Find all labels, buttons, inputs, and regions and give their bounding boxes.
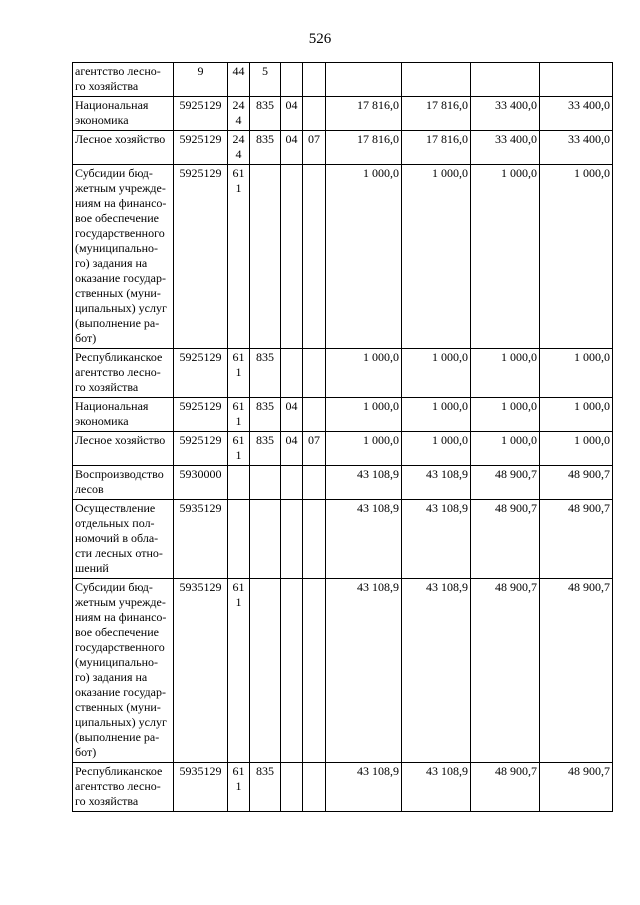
department-code-cell: [250, 500, 281, 579]
amount-3-cell: 48 900,7: [471, 500, 540, 579]
expense-type-cell: 611: [228, 579, 250, 763]
section-cell: [281, 466, 303, 500]
amount-1-cell: 43 108,9: [326, 500, 402, 579]
department-code-cell: [250, 466, 281, 500]
amount-2-cell: 43 108,9: [402, 579, 471, 763]
amount-3-cell: 1 000,0: [471, 165, 540, 349]
department-code-cell: 835: [250, 349, 281, 398]
section-cell: 04: [281, 432, 303, 466]
amount-4-cell: 1 000,0: [540, 165, 613, 349]
subsection-cell: [303, 63, 326, 97]
amount-4-cell: 48 900,7: [540, 466, 613, 500]
amount-4-cell: 1 000,0: [540, 349, 613, 398]
amount-1-cell: 43 108,9: [326, 466, 402, 500]
amount-2-cell: 43 108,9: [402, 500, 471, 579]
amount-4-cell: [540, 63, 613, 97]
amount-3-cell: 1 000,0: [471, 398, 540, 432]
expense-type-cell: 611: [228, 165, 250, 349]
row-name-cell: Лесное хозяйство: [73, 432, 174, 466]
amount-3-cell: 33 400,0: [471, 131, 540, 165]
target-article-cell: 5925129: [174, 165, 228, 349]
amount-3-cell: 48 900,7: [471, 763, 540, 812]
department-code-cell: 835: [250, 763, 281, 812]
amount-3-cell: 1 000,0: [471, 432, 540, 466]
expense-type-cell: 611: [228, 432, 250, 466]
amount-3-cell: 48 900,7: [471, 466, 540, 500]
subsection-cell: [303, 466, 326, 500]
amount-1-cell: 17 816,0: [326, 97, 402, 131]
amount-2-cell: 1 000,0: [402, 349, 471, 398]
expense-type-cell: 44: [228, 63, 250, 97]
table-row: [73, 349, 613, 398]
table-row: [73, 131, 613, 165]
subsection-cell: [303, 398, 326, 432]
department-code-cell: [250, 165, 281, 349]
subsection-cell: [303, 349, 326, 398]
subsection-cell: [303, 763, 326, 812]
section-cell: 04: [281, 97, 303, 131]
amount-4-cell: 1 000,0: [540, 432, 613, 466]
row-name-cell: Лесное хозяйство: [73, 131, 174, 165]
amount-2-cell: 43 108,9: [402, 763, 471, 812]
department-code-cell: [250, 579, 281, 763]
row-name-cell: Воспроизводство лесов: [73, 466, 174, 500]
department-code-cell: 5: [250, 63, 281, 97]
department-code-cell: 835: [250, 398, 281, 432]
expense-type-cell: 244: [228, 131, 250, 165]
expense-type-cell: 611: [228, 398, 250, 432]
section-cell: [281, 349, 303, 398]
page-number: 526: [308, 31, 332, 47]
table-row: [73, 398, 613, 432]
table-row: [73, 500, 613, 579]
amount-4-cell: 48 900,7: [540, 579, 613, 763]
target-article-cell: 5925129: [174, 349, 228, 398]
amount-3-cell: 1 000,0: [471, 349, 540, 398]
table-row: [73, 97, 613, 131]
amount-4-cell: 1 000,0: [540, 398, 613, 432]
amount-2-cell: 17 816,0: [402, 131, 471, 165]
amount-2-cell: 1 000,0: [402, 165, 471, 349]
amount-4-cell: 48 900,7: [540, 763, 613, 812]
subsection-cell: [303, 579, 326, 763]
section-cell: [281, 500, 303, 579]
row-name-cell: Национальная экономика: [73, 97, 174, 131]
department-code-cell: 835: [250, 432, 281, 466]
amount-1-cell: [326, 63, 402, 97]
section-cell: [281, 165, 303, 349]
amount-1-cell: 43 108,9: [326, 579, 402, 763]
section-cell: [281, 63, 303, 97]
target-article-cell: 5925129: [174, 97, 228, 131]
amount-4-cell: 33 400,0: [540, 131, 613, 165]
target-article-cell: 5925129: [174, 432, 228, 466]
subsection-cell: 07: [303, 432, 326, 466]
amount-2-cell: 1 000,0: [402, 432, 471, 466]
row-name-cell: Республиканское агентство лесно-го хозяйства: [73, 763, 174, 812]
amount-1-cell: 1 000,0: [326, 398, 402, 432]
table-row: [73, 466, 613, 500]
budget-table: [72, 62, 613, 812]
row-name-cell: Субсидии бюд-жетным учрежде-ниям на финансо-вое обеспечение государственного (муниципально-го) задания на оказание государ-ственных (муни-ципальных) услуг (выполнение ра-бот): [73, 165, 174, 349]
target-article-cell: 5935129: [174, 500, 228, 579]
table-row: [73, 579, 613, 763]
expense-type-cell: 611: [228, 763, 250, 812]
expense-type-cell: 611: [228, 349, 250, 398]
row-name-cell: Субсидии бюд-жетным учрежде-ниям на финансо-вое обеспечение государственного (муниципально-го) задания на оказание государ-ственных (муни-ципальных) услуг (выполнение ра-бот): [73, 579, 174, 763]
amount-4-cell: 33 400,0: [540, 97, 613, 131]
amount-3-cell: 33 400,0: [471, 97, 540, 131]
amount-1-cell: 17 816,0: [326, 131, 402, 165]
subsection-cell: [303, 97, 326, 131]
amount-1-cell: 43 108,9: [326, 763, 402, 812]
subsection-cell: [303, 500, 326, 579]
department-code-cell: 835: [250, 131, 281, 165]
table-row: [73, 763, 613, 812]
target-article-cell: 5935129: [174, 579, 228, 763]
amount-4-cell: 48 900,7: [540, 500, 613, 579]
target-article-cell: 5925129: [174, 398, 228, 432]
expense-type-cell: [228, 466, 250, 500]
expense-type-cell: 244: [228, 97, 250, 131]
amount-1-cell: 1 000,0: [326, 349, 402, 398]
target-article-cell: 5925129: [174, 131, 228, 165]
amount-2-cell: 1 000,0: [402, 398, 471, 432]
amount-2-cell: 43 108,9: [402, 466, 471, 500]
expense-type-cell: [228, 500, 250, 579]
row-name-cell: Национальная экономика: [73, 398, 174, 432]
department-code-cell: 835: [250, 97, 281, 131]
target-article-cell: 9: [174, 63, 228, 97]
section-cell: 04: [281, 398, 303, 432]
section-cell: 04: [281, 131, 303, 165]
subsection-cell: 07: [303, 131, 326, 165]
table-row: [73, 432, 613, 466]
amount-3-cell: [471, 63, 540, 97]
amount-1-cell: 1 000,0: [326, 165, 402, 349]
row-name-cell: Республиканское агентство лесно-го хозяйства: [73, 349, 174, 398]
amount-1-cell: 1 000,0: [326, 432, 402, 466]
subsection-cell: [303, 165, 326, 349]
table-row: [73, 165, 613, 349]
amount-2-cell: 17 816,0: [402, 97, 471, 131]
amount-2-cell: [402, 63, 471, 97]
section-cell: [281, 763, 303, 812]
section-cell: [281, 579, 303, 763]
target-article-cell: 5935129: [174, 763, 228, 812]
amount-3-cell: 48 900,7: [471, 579, 540, 763]
target-article-cell: 5930000: [174, 466, 228, 500]
row-name-cell: агентство лесно-го хозяйства: [73, 63, 174, 97]
table-row: [73, 63, 613, 97]
row-name-cell: Осуществление отдельных пол-номочий в обла-сти лесных отно-шений: [73, 500, 174, 579]
